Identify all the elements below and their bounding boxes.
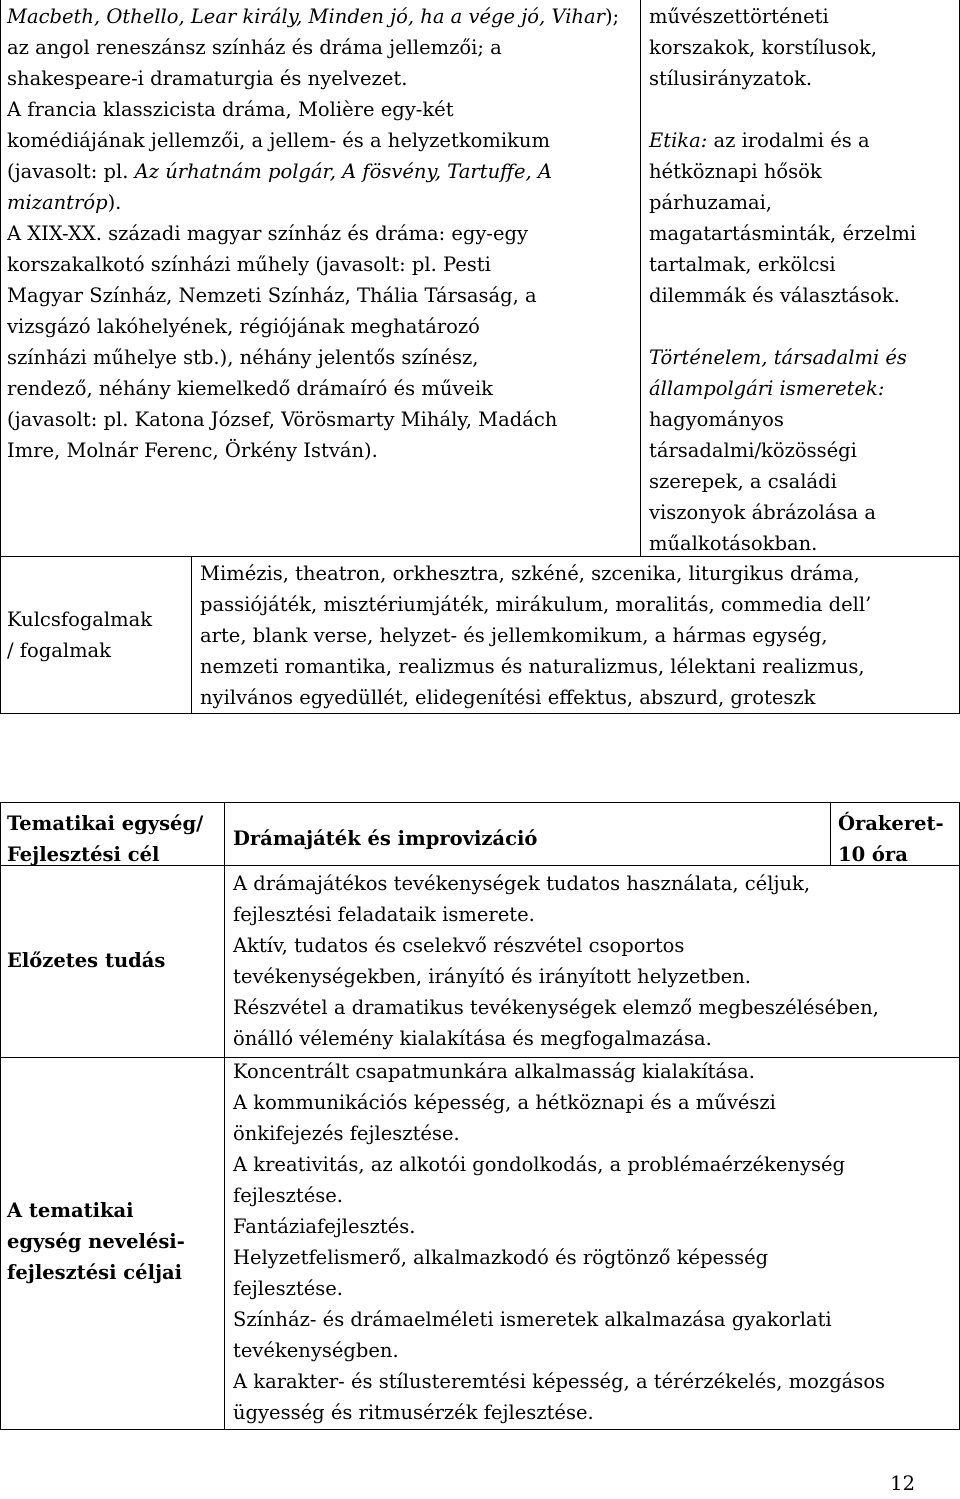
connections-line-text: tartalmak, erkölcsi (649, 253, 836, 276)
prior-cell (233, 868, 955, 1054)
content-line-text: századi magyar színház és dráma: egy-egy (108, 222, 529, 245)
connections-line (649, 125, 955, 156)
keywords-line: passiójáték, misztériumjáték, mirákulum, moralitás, commedia dell’ (200, 593, 872, 616)
border-bottom (0, 1429, 960, 1430)
goals-line: fejlesztése. (233, 1277, 343, 1300)
connections-line-text: dilemmák és választások. (649, 284, 900, 307)
connections-line (649, 466, 955, 497)
content-line-text: az angol reneszánsz színház és dráma jellemzői; a (7, 36, 502, 59)
connections-line-text: hétköznapi hősök (649, 160, 822, 183)
content-line-text: (javasolt: pl. (7, 160, 135, 183)
border-bottom (0, 713, 960, 714)
prior-line: tevékenységekben, irányító és irányított helyzetben. (233, 965, 751, 988)
content-line-text: Az úrhatnám polgár, A fösvény, Tartuffe, A (134, 160, 552, 183)
keywords-line: arte, blank verse, helyzet- és jellemkomikum, a hármas egység, (200, 624, 828, 647)
goals-line: tevékenységben. (233, 1339, 399, 1362)
goals-line: Fantáziafejlesztés. (233, 1215, 416, 1238)
content-line-text: Macbeth, Othello, Lear király, Minden jó, ha a vége jó, Vihar (7, 5, 605, 28)
border-left (0, 802, 1, 1430)
goals-label (7, 1195, 222, 1288)
content-line (7, 311, 637, 342)
content-line-text: Pesti (443, 253, 491, 276)
content-line-text: ). (364, 439, 378, 462)
prior-line: önálló vélemény kialakítása és megfogalmazása. (233, 1027, 712, 1050)
content-line (7, 125, 637, 156)
connections-line (649, 528, 955, 559)
connections-line (649, 342, 955, 373)
connections-line (649, 32, 955, 63)
goals-line: A kommunikációs képesség, a hétköznapi és a művészi (233, 1091, 776, 1114)
content-line (7, 218, 637, 249)
connections-line-text: művészettörténeti (649, 5, 829, 28)
content-line-text: komédiájának jellemzői, a jellem- és a helyzetkomikum (7, 129, 550, 152)
keywords-line: nemzeti romantika, realizmus és naturalizmus, lélektani realizmus, (200, 655, 865, 678)
keywords-label (7, 604, 189, 666)
connections-line-text: párhuzamai, (649, 191, 772, 214)
content-cell (7, 1, 637, 466)
prior-line: A drámajátékos tevékenységek tudatos használata, céljuk, (233, 872, 811, 895)
content-line (7, 63, 637, 94)
content-line-text: ), néhány jelentős színész, (219, 346, 479, 369)
content-line-text: ); (604, 5, 620, 28)
page-number: 12 (890, 1472, 915, 1495)
header-label (7, 808, 222, 870)
hours-value: 10 óra (838, 843, 908, 866)
content-line-text: rendező, néhány kiemelkedő drámaíró és műveik (7, 377, 493, 400)
connections-line (649, 373, 955, 404)
connections-line (649, 218, 955, 249)
connections-line-text: magatartásminták, érzelmi (649, 222, 917, 245)
content-line-text: vizsgázó lakóhelyének, régiójának meghatározó (7, 315, 480, 338)
content-line (7, 187, 637, 218)
content-line-text: A XIX-XX. (7, 222, 109, 245)
border-content-connections (640, 0, 641, 557)
connections-line-text: viszonyok ábrázolása a (649, 501, 876, 524)
keywords-cell (200, 558, 956, 713)
connections-line (649, 404, 955, 435)
connections-line-text: szerepek, a családi (649, 470, 837, 493)
content-line-text: ). (107, 191, 122, 214)
connections-line (649, 94, 955, 125)
goals-line: ügyesség és ritmusérzék fejlesztése. (233, 1401, 594, 1424)
connections-line (649, 435, 955, 466)
connections-line-text: az irodalmi és a (713, 129, 870, 152)
connections-line (649, 1, 955, 32)
goals-label-line: egység nevelési- (7, 1230, 185, 1253)
goals-line: önkifejezés fejlesztése. (233, 1122, 460, 1145)
border-label-column (224, 802, 225, 1430)
content-line-text: színházi műhelye stb. (7, 346, 220, 369)
content-line-text: Imre, Molnár Ferenc, Örkény István (7, 439, 365, 462)
connections-line (649, 249, 955, 280)
content-line (7, 373, 637, 404)
content-line (7, 342, 637, 373)
connections-line (649, 311, 955, 342)
content-line-text: Magyar Színház, Nemzeti Színház, Thália Társaság, a (7, 284, 537, 307)
connections-line-text: Történelem, társadalmi és (649, 346, 907, 369)
goals-label-line: fejlesztési céljai (7, 1261, 183, 1284)
content-line (7, 94, 637, 125)
content-line-text: shakespeare-i dramaturgia és nyelvezet. (7, 67, 408, 90)
prior-line: Részvétel a dramatikus tevékenységek elemző megbeszélésében, (233, 996, 879, 1019)
content-line (7, 156, 637, 187)
header-label-line: Tematikai egység/ (7, 812, 204, 835)
content-line-text: mizantróp (7, 191, 108, 214)
prior-line: fejlesztési feladataik ismerete. (233, 903, 535, 926)
keywords-label-line: / fogalmak (7, 639, 112, 662)
content-line (7, 249, 637, 280)
connections-line-text: állampolgári ismeretek: (649, 377, 885, 400)
header-label-line: Fejlesztési cél (7, 843, 160, 866)
content-line (7, 1, 637, 32)
goals-line: Helyzetfelismerő, alkalmazkodó és rögtönző képesség (233, 1246, 769, 1269)
hours-label: Órakeret- (838, 812, 944, 835)
connections-line (649, 63, 955, 94)
connections-line (649, 497, 955, 528)
unit-title: Drámajáték és improvizáció (233, 827, 538, 850)
goals-label-line: A tematikai (7, 1199, 134, 1222)
prior-line: Aktív, tudatos és cselekvő részvétel csoportos (233, 934, 685, 957)
connections-line (649, 156, 955, 187)
border-top (0, 802, 960, 803)
border-keywords-label (191, 556, 192, 714)
connections-line-text: műalkotásokban. (649, 532, 818, 555)
connections-line (649, 187, 955, 218)
hours-cell (838, 808, 958, 870)
keywords-line: nyilvános egyedüllét, elidegenítési effektus, abszurd, groteszk (200, 686, 816, 709)
goals-line: A kreativitás, az alkotói gondolkodás, a problémaérzékenység (233, 1153, 845, 1176)
content-line (7, 435, 637, 466)
goals-line: Koncentrált csapatmunkára alkalmasság kialakítása. (233, 1060, 755, 1083)
content-line (7, 404, 637, 435)
prior-label: Előzetes tudás (7, 949, 166, 972)
content-line (7, 32, 637, 63)
border-hours-column (830, 802, 831, 866)
connections-line-text: hagyományos (649, 408, 784, 431)
connections-line-text: Etika: (649, 129, 714, 152)
connections-cell (649, 1, 955, 559)
connections-line (649, 280, 955, 311)
connections-line-text: korszakok, korstílusok, (649, 36, 878, 59)
connections-line-text: stílusirányzatok. (649, 67, 813, 90)
goals-cell (233, 1056, 955, 1428)
goals-line: A karakter- és stílusteremtési képesség, a térérzékelés, mozgásos (233, 1370, 886, 1393)
content-line-text: Katona József, Vörösmarty Mihály, Madách (134, 408, 558, 431)
goals-line: fejlesztése. (233, 1184, 343, 1207)
content-line (7, 280, 637, 311)
connections-line-text: társadalmi/közösségi (649, 439, 857, 462)
keywords-label-line: Kulcsfogalmak (7, 608, 153, 631)
content-line-text: korszakalkotó színházi műhely (javasolt: pl. (7, 253, 443, 276)
goals-line: Színház- és drámaelméleti ismeretek alkalmazása gyakorlati (233, 1308, 832, 1331)
keywords-line: Mimézis, theatron, orkhesztra, szkéné, szcenika, liturgikus dráma, (200, 562, 860, 585)
border-left (0, 0, 1, 714)
content-line-text: (javasolt: pl. (7, 408, 135, 431)
content-line-text: A francia klasszicista dráma, Molière egy-két (7, 98, 454, 121)
